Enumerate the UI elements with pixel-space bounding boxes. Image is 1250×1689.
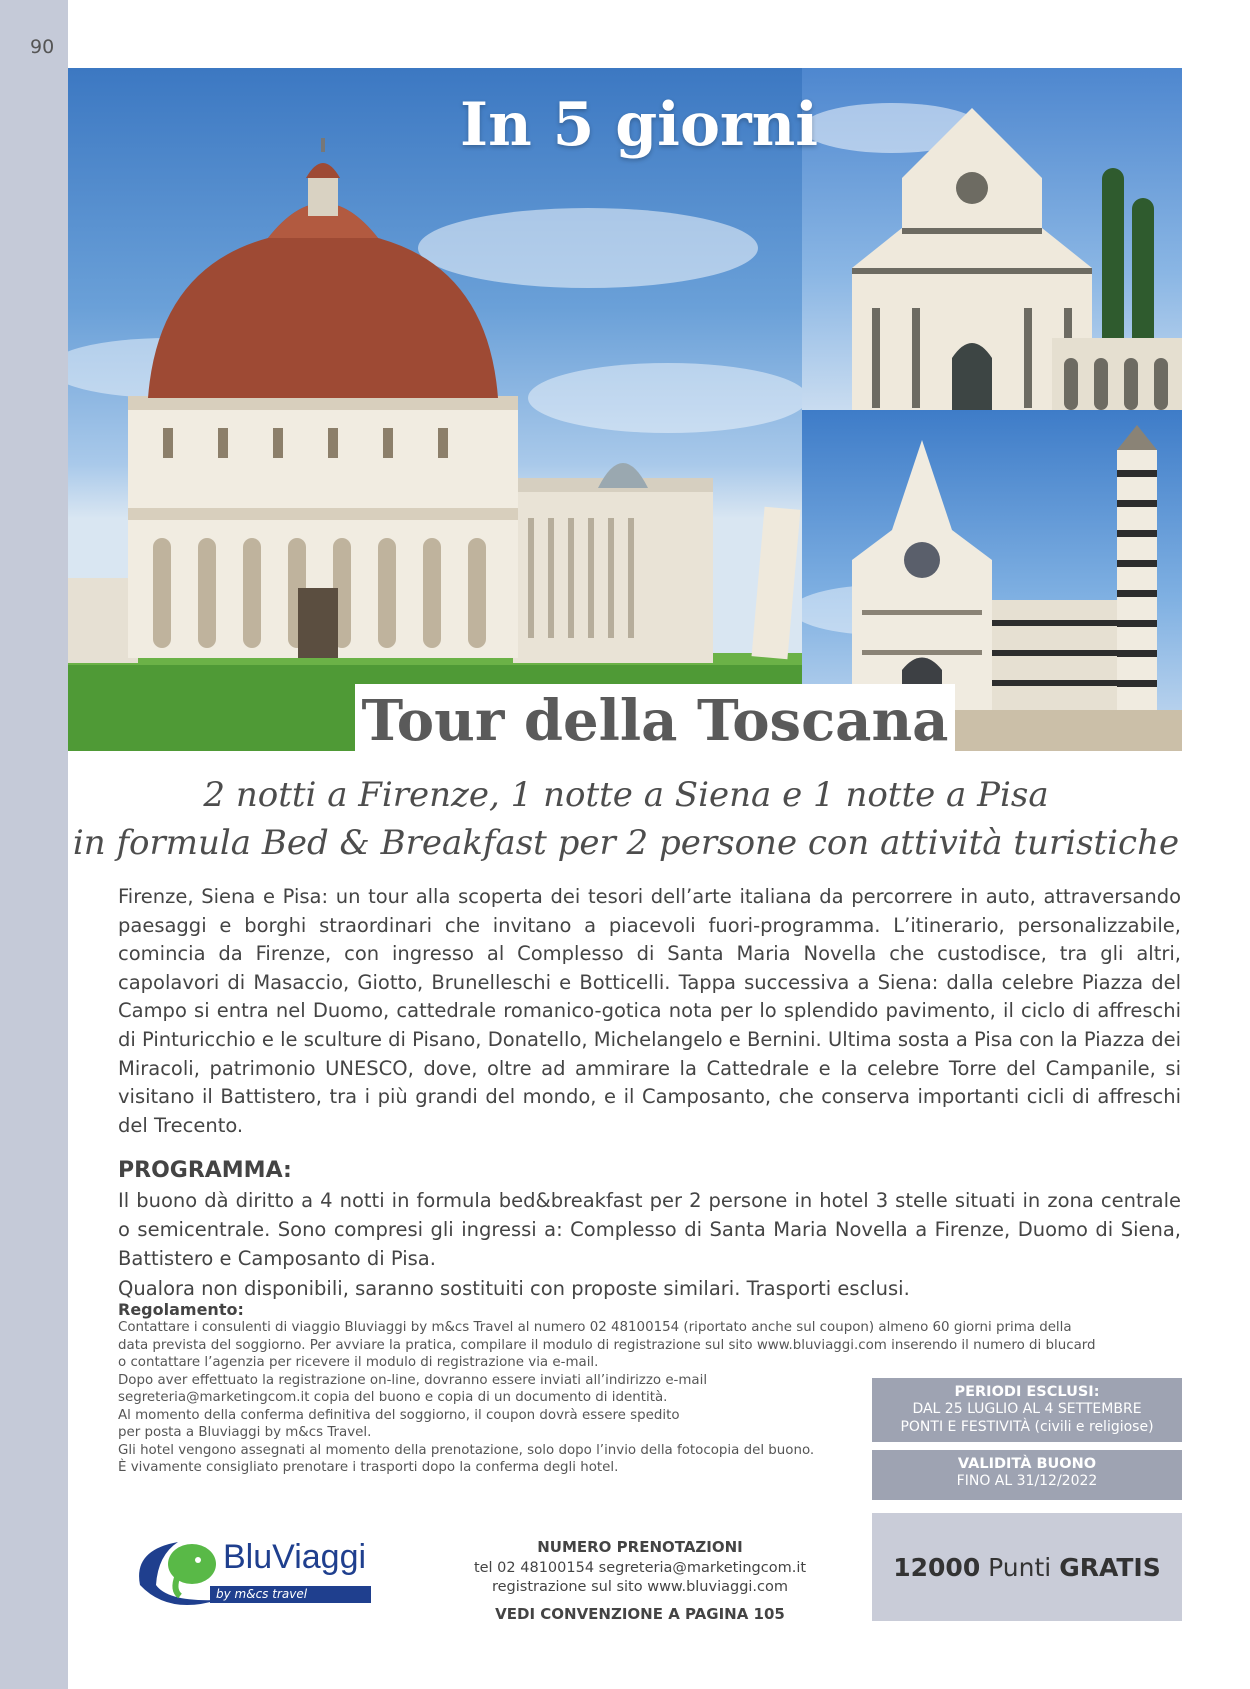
regolamento-line: Al momento della conferma definitiva del soggiorno, il coupon dovrà essere spedito <box>118 1407 680 1423</box>
booking-heading: NUMERO PRENOTAZIONI <box>537 1538 743 1556</box>
photo-pisa-baptistery <box>68 68 802 751</box>
bluviaggi-logo <box>128 1530 388 1612</box>
regolamento-line: È vivamente consigliato prenotare i trasporti dopo la conferma degli hotel. <box>118 1460 619 1475</box>
programma-heading: PROGRAMMA: <box>118 1158 292 1183</box>
subtitle-line1: 2 notti a Firenze, 1 notte a Siena e 1 notte a Pisa <box>203 775 1049 815</box>
page-number: 90 <box>30 36 55 58</box>
validita-box <box>872 1450 1182 1500</box>
regolamento-line: segreteria@marketingcom.it copia del buono e copia di un documento di identità. <box>118 1390 668 1405</box>
subtitle-line2: in formula Bed & Breakfast per 2 persone con attività turistiche <box>72 823 1180 863</box>
booking-footer: VEDI CONVENZIONE A PAGINA 105 <box>495 1605 785 1623</box>
logo-subtitle: by m&cs travel <box>210 1586 371 1603</box>
regolamento-line: per posta a Bluviaggi by m&cs Travel. <box>118 1425 372 1440</box>
side-band <box>0 0 68 1689</box>
periodi-esclusi-line1: DAL 25 LUGLIO AL 4 SETTEMBRE <box>912 1401 1142 1417</box>
validita-title: VALIDITÀ BUONO <box>957 1456 1097 1472</box>
pisa-baptistery-illustration <box>68 68 802 751</box>
periodi-esclusi-title: PERIODI ESCLUSI: <box>954 1384 1100 1400</box>
programma-text: Il buono dà diritto a 4 notti in formula bed&breakfast per 2 persone in hotel 3 stelle situati in zona centrale o semicentrale. Sono compresi gli ingressi a: Complesso di Santa Maria Novella a Firenze, Duomo di Siena, Battistero e Camposanto di Pisa. <box>118 1189 1181 1270</box>
points-amount: 12000 <box>893 1552 981 1582</box>
booking-line1: tel 02 48100154 segreteria@marketingcom.it <box>473 1560 807 1576</box>
booking-info <box>440 1538 840 1623</box>
regolamento-line: data prevista del soggiorno. Per avviare la pratica, compilare il modulo di registrazione sul sito www.bluviaggi.com inserendo il numero di blucard <box>118 1337 1096 1353</box>
santa-maria-novella-illustration <box>802 68 1182 410</box>
periodi-esclusi-line2: PONTI E FESTIVITÀ (civili e religiose) <box>900 1419 1154 1435</box>
validita-line1: FINO AL 31/12/2022 <box>956 1473 1098 1489</box>
points-label: GRATIS <box>1059 1552 1161 1582</box>
page-title: Tour della Toscana <box>361 688 949 754</box>
regolamento-line: Dopo aver effettuato la registrazione on-line, dovranno essere inviati all’indirizzo e-mail <box>118 1372 708 1388</box>
booking-line2: registrazione sul sito www.bluviaggi.com <box>491 1579 789 1595</box>
regolamento-line: Gli hotel vengono assegnati al momento della prenotazione, solo dopo l’invio della fotocopia del buono. <box>118 1442 815 1458</box>
regolamento-line: Contattare i consulenti di viaggio Bluviaggi by m&cs Travel al numero 02 48100154 (riportato anche sul coupon) almeno 60 giorni prima della <box>118 1320 1072 1335</box>
programma-note: Qualora non disponibili, saranno sostituiti con proposte similari. Trasporti esclusi. <box>118 1277 910 1300</box>
tour-description: Firenze, Siena e Pisa: un tour alla scoperta dei tesori dell’arte italiana da percorrere in auto, attraversando paesaggi e borghi straordinari che invitano a piacevoli fuori-programma. L’itinerario, personalizzabile, comincia da Firenze, con ingresso al Complesso di Santa Maria Novella che custodisce, tra gli altri, capolavori di Masaccio, Giotto, Brunelleschi e Botticelli. Tappa successiva a Siena: dalla celebre Piazza del Campo si entra nel Duomo, cattedrale romanico-gotica nota per lo splendido pavimento, il ciclo di affreschi di Pinturicchio e le sculture di Pisano, Donatello, Michelangelo e Bernini. Ultima sosta a Pisa con la Piazza dei Miracoli, patrimonio UNESCO, dove, oltre ad ammirare la Cattedrale e la celebre Torre del Campanile, si visitano il Battistero, tra i più grandi del mondo, e il Camposanto, che conserva importanti cicli di affreschi del Trecento. <box>118 885 1181 1137</box>
points-box <box>872 1513 1182 1621</box>
regolamento-heading: Regolamento: <box>118 1300 244 1319</box>
hero-tagline: In 5 giorni <box>460 90 819 160</box>
periodi-esclusi-box <box>872 1378 1182 1442</box>
regolamento-line: o contattare l’agenzia per ricevere il modulo di registrazione via e-mail. <box>118 1355 599 1370</box>
photo-santa-maria-novella <box>802 68 1182 410</box>
logo-name: BluViaggi <box>223 1538 367 1576</box>
points-unit: Punti <box>988 1552 1052 1582</box>
